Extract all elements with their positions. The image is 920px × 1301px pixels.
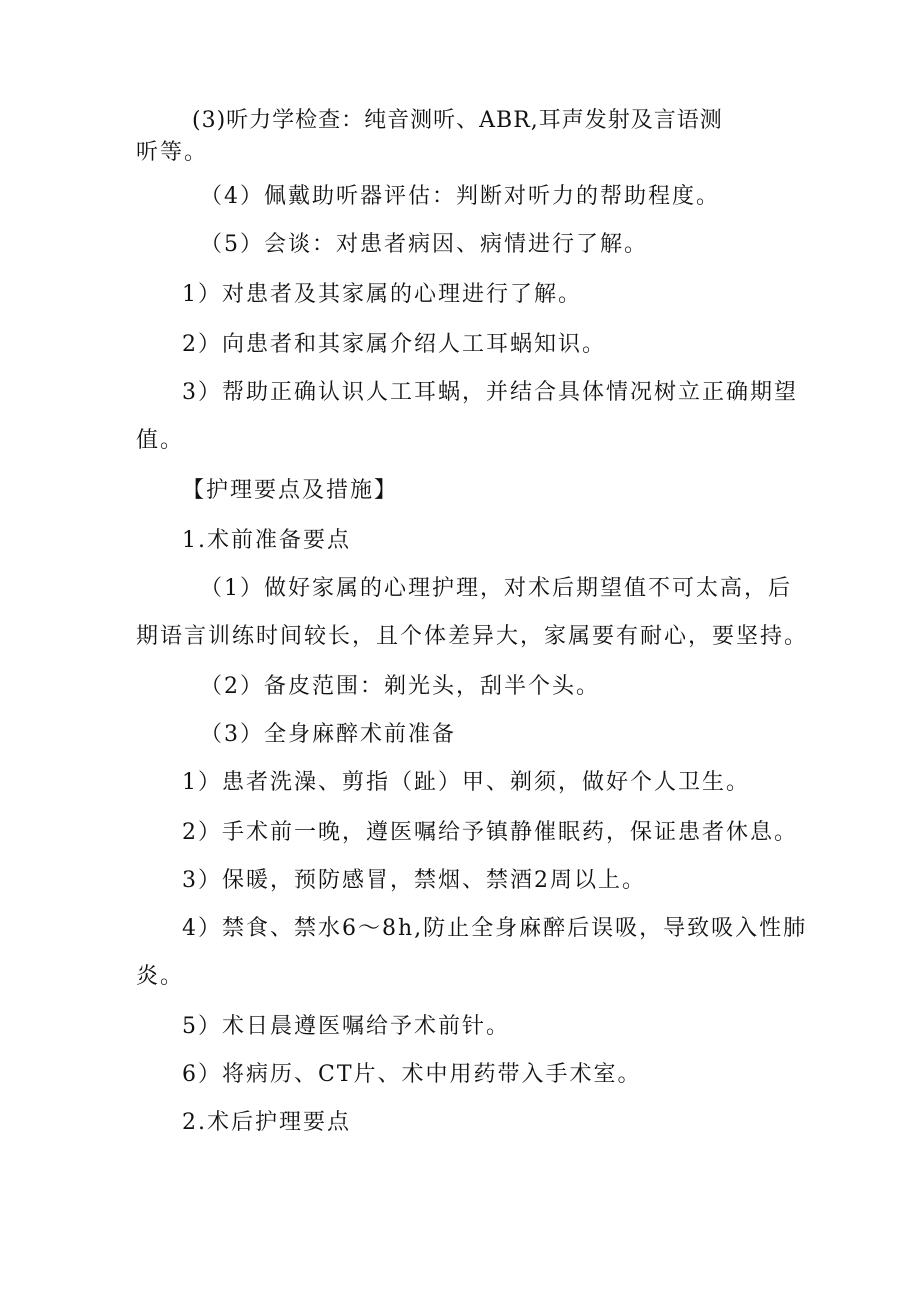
list-item-expectation: 3）帮助正确认识人工耳蜗，并结合具体情况树立正确期望	[182, 380, 798, 405]
list-item-records: 6）将病历、CT片、术中用药带入手术室。	[182, 1062, 642, 1087]
list-item-warmth: 3）保暖，预防感冒，禁烟、禁酒2周以上。	[182, 868, 646, 893]
list-item-introduce: 2）向患者和其家属介绍人工耳蜗知识。	[182, 332, 606, 357]
list-item-hygiene: 1）患者洗澡、剪指（趾）甲、剃须，做好个人卫生。	[182, 770, 750, 795]
paragraph-interview: （5）会谈：对患者病因、病情进行了解。	[200, 232, 648, 257]
paragraph-hearing-aid: （4）佩戴助听器评估：判断对听力的帮助程度。	[200, 184, 720, 209]
list-item-sedative: 2）手术前一晚，遵医嘱给予镇静催眠药，保证患者休息。	[182, 820, 798, 845]
list-item-psychology: 1）对患者及其家属的心理进行了解。	[182, 282, 582, 307]
paragraph-hearing-test-cont: 听等。	[136, 140, 209, 165]
subsection-preop: 1.术前准备要点	[182, 528, 351, 553]
subsection-postop: 2.术后护理要点	[182, 1110, 351, 1135]
section-heading: 【护理要点及措施】	[182, 478, 399, 503]
list-item-expectation-cont: 值。	[136, 428, 185, 453]
paragraph-hearing-test: (3)听力学检查：纯音测听、ABR,耳声发射及言语测	[192, 108, 723, 133]
list-item-premedication: 5）术日晨遵医嘱给予术前针。	[182, 1014, 510, 1039]
paragraph-skin-prep: （2）备皮范围：剃光头，刮半个头。	[200, 674, 600, 699]
paragraph-family-care: （1）做好家属的心理护理，对术后期望值不可太高，后	[200, 576, 792, 601]
list-item-fasting: 4）禁食、禁水6～8h,防止全身麻醉后误吸，导致吸入性肺	[182, 916, 808, 941]
list-item-fasting-cont: 炎。	[136, 964, 185, 989]
paragraph-family-care-cont: 期语言训练时间较长，且个体差异大，家属要有耐心，要坚持。	[136, 624, 809, 649]
paragraph-anesthesia-prep: （3）全身麻醉术前准备	[200, 722, 456, 747]
